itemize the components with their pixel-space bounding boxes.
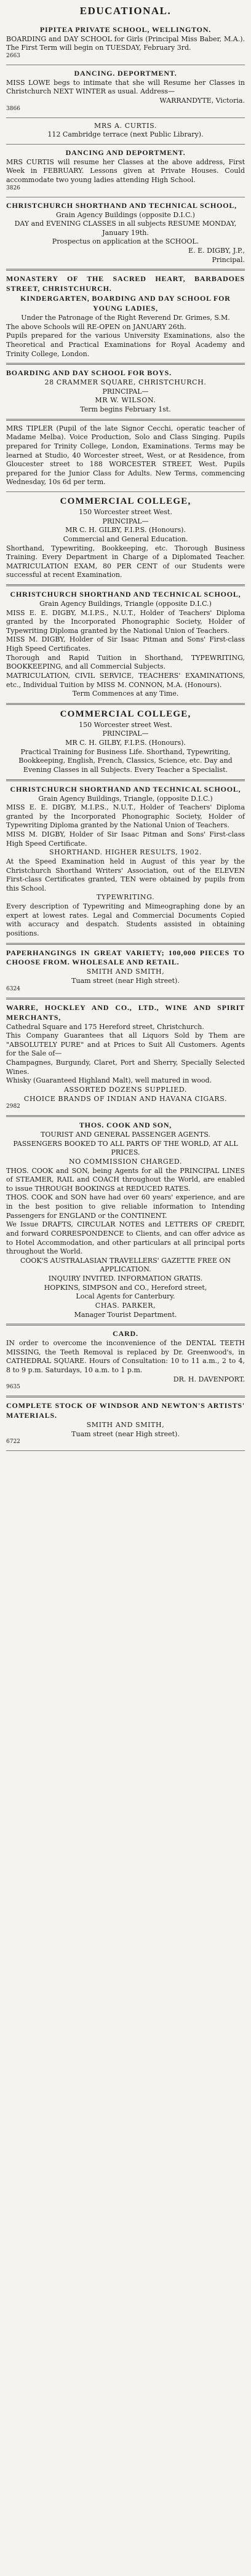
ad-body: Prospectus on application at the SCHOOL.	[52, 237, 199, 246]
ad-name: MRS A. CURTIS.	[94, 121, 157, 130]
ad-merchant: SMITH AND SMITH,	[86, 968, 165, 976]
ad-agent: HOPKINS, SIMPSON and CO., Hereford street,	[44, 1283, 207, 1292]
ad-address: 150 Worcester street West.	[79, 508, 172, 517]
ad-address: Grain Agency Buildings, Triangle, (opposite D.I.C.)	[38, 794, 213, 803]
ad-body: Practical Training for Business Life. Shorthand, Typewriting, Bookkeeping, English, French, Classics, Science, etc. Day and Evening Classes in all Subjects. Every Teacher a Specialist.	[18, 747, 233, 774]
ad-agent-role: Local Agents for Canterbury.	[76, 1292, 175, 1301]
ad-subtitle: KINDERGARTEN, BOARDING AND DAY SCHOOL FOR YOUNG LADIES,	[20, 294, 231, 313]
ad-body: We Issue DRAFTS, CIRCULAR NOTES and LETTERS OF CREDIT, and forward CORRESPONDENCE to Clients, and can offer advice as to Hotel Accommodation, and other particulars at all principal ports throughout the World.	[6, 1220, 245, 1256]
ad-subheading: COOK'S AUSTRALASIAN TRAVELLERS' GAZETTE FREE ON APPLICATION.	[20, 1256, 231, 1274]
ad-title: COMMERCIAL COLLEGE,	[60, 496, 191, 507]
ad-pipitea-school	[6, 22, 245, 65]
ad-body: MISS LOWE begs to intimate that she will Resume her Classes in Christchurch NEXT WINTER as usual. Address—	[6, 78, 245, 96]
ad-subheading: TOURIST AND GENERAL PASSENGER AGENTS.	[41, 1131, 210, 1139]
ad-body: BOARDING and DAY SCHOOL for Girls (Principal Miss Baber, M.A.). The First Term will begin on TUESDAY, February 3rd.	[6, 34, 245, 52]
ad-paperhangings	[6, 945, 245, 1000]
ad-ref-number: 6324	[6, 985, 20, 992]
ad-mrs-tipler	[6, 421, 245, 492]
ad-commercial-college-2	[6, 705, 245, 781]
ad-body: Shorthand, Typewriting, Bookkeeping, etc. Thorough Business Training. Every Department in Charge of a Diplomated Teacher. MATRICULATION EXAM, 80 PER CENT of our Students were successful at recent Examination.	[6, 544, 245, 579]
ad-address: 150 Worcester street West.	[79, 720, 172, 729]
ad-title: WARRE, HOCKLEY AND CO., LTD., WINE AND SPIRIT MERCHANTS,	[6, 1003, 245, 1022]
ad-title: CHRISTCHURCH SHORTHAND AND TECHNICAL SCHOOL,	[6, 201, 237, 210]
ad-body: MISS E. E. DIGBY, M.I.P.S., N.U.T., Holder of Teachers' Diploma granted by the Incorporated Phonographic Society, Holder of Typewriting Diploma granted by the National Union of Teachers.	[6, 803, 245, 830]
ad-body: MRS CURTIS will resume her Classes at the above address, First Week in FEBRUARY. Lessons given at Private Houses. Could accommodate two young ladies attending High School.	[6, 157, 245, 185]
ad-title: MONASTERY OF THE SACRED HEART, BARBADOES STREET, CHRISTCHURCH.	[6, 274, 245, 293]
ad-curtis-dancing	[6, 145, 245, 197]
ad-principal-name: MR C. H. GILBY, F.I.P.S. (Honours).	[65, 526, 186, 535]
ad-address: 28 CRAMMER SQUARE, CHRISTCHURCH.	[44, 378, 207, 387]
ad-title: DANCING AND DEPORTMENT.	[65, 148, 186, 157]
ad-body: Every description of Typewriting and Mimeographing done by an expert at lowest rates. Legal and Commercial Documents Copied with accuracy and despatch. Students assisted in obtaining positions.	[6, 902, 245, 937]
ad-mrs-curtis	[6, 118, 245, 145]
ad-body: MISS E. E. DIGBY, M.I.P.S., N.U.T., Holder of Teachers' Diploma granted by the Incorporated Phonographic Society, Holder of Typewriting Diploma granted by the National Union of Teachers.	[6, 608, 245, 635]
ad-address: Cathedral Square and 175 Hereford street, Christchurch.	[6, 1022, 204, 1031]
ad-thos-cook	[6, 1117, 245, 1326]
ad-ref-number: 2982	[6, 1103, 20, 1110]
ad-manager-name: CHAS. PARKER,	[95, 1301, 156, 1310]
ad-address: WARRANDYTE, Victoria.	[159, 96, 245, 105]
ad-subheading: TYPEWRITING.	[96, 893, 155, 902]
ad-body: THOS. COOK and SON have had over 60 years' experience, and are in the best position to give reliable information to Intending Passengers for ENGLAND or the CONTINENT.	[6, 1193, 245, 1220]
ad-body: MRS TIPLER (Pupil of the late Signor Cecchi, operatic teacher of Madame Melba). Voice Production, Solo and Class Singing. Pupils prepared for Trinity College, London, Examinations. Terms may be learned at Studio, 40 Worcester street, West, or at Residence, from Gloucester street to 188 WORCESTER STREET, West. Pupils prepared for the Junior Class for Adults. New Terms, commencing Wednesday, 10s 6d per term.	[6, 424, 245, 487]
ad-manager-role: Manager Tourist Department.	[74, 1310, 177, 1319]
ad-body: This Company Guarantees that all Liquors Sold by Them are "ABSOLUTELY PURE" and at Prices to Suit All Customers. Agents for the Sale of—	[6, 1032, 245, 1058]
ad-monastery-sacred-heart	[6, 271, 245, 365]
ad-title: THOS. COOK AND SON,	[79, 1121, 172, 1130]
ad-address: Grain Agency Buildings (opposite D.I.C.)	[56, 210, 195, 219]
ad-body: Champagnes, Burgundy, Claret, Port and Sherry, Specially Selected Wines.	[6, 1059, 245, 1076]
ad-subheading: ASSORTED DOZENS SUPPLIED.	[64, 1085, 187, 1094]
ad-title: CHRISTCHURCH SHORTHAND AND TECHNICAL SCHOOL,	[10, 784, 241, 793]
ad-commercial-college-1	[6, 492, 245, 586]
ad-merchant: SMITH AND SMITH,	[86, 1421, 165, 1429]
ad-body: DAY and EVENING CLASSES in all subjects RESUME MONDAY, January 19th.	[14, 220, 237, 237]
ad-title: PIPITEA PRIVATE SCHOOL, WELLINGTON.	[39, 25, 212, 34]
ad-address: 112 Cambridge terrace (next Public Library).	[47, 130, 204, 139]
ad-body: Commercial and General Education.	[63, 535, 188, 543]
ad-title: COMPLETE STOCK OF WINDSOR AND NEWTON'S ARTISTS' MATERIALS.	[6, 1401, 245, 1420]
ad-subheading: INQUIRY INVITED. INFORMATION GRATIS.	[48, 1274, 203, 1283]
ad-subheading: CHOICE BRANDS OF INDIAN AND HAVANA CIGARS.	[23, 1094, 228, 1103]
ad-subheading: SHORTHAND. HIGHER RESULTS, 1902.	[49, 848, 202, 857]
ad-body: MISS M. DIGBY, Holder of Sir Isaac Pitman and Sons' First-class High Speed Certificates.	[6, 635, 245, 653]
ad-miss-lowe-dancing	[6, 65, 245, 118]
ad-title: PAPERHANGINGS IN GREAT VARIETY; 100,000 PIECES TO CHOOSE FROM. WHOLESALE AND RETAIL.	[6, 948, 245, 967]
ad-signature: DR. H. DAVENPORT.	[173, 1375, 245, 1383]
ad-title: COMMERCIAL COLLEGE,	[60, 709, 191, 719]
ad-warre-hockley	[6, 1000, 245, 1118]
ad-body: Term Commences at any Time.	[72, 690, 179, 698]
ad-body: Term begins February 1st.	[80, 405, 171, 414]
ad-subheading: NO COMMISSION CHARGED.	[69, 1157, 182, 1166]
ad-ref-number: 3826	[6, 185, 20, 191]
ad-title: BOARDING AND DAY SCHOOL FOR BOYS.	[6, 368, 172, 378]
ad-shorthand-school-2	[6, 586, 245, 705]
ad-body: THOS. COOK and SON, being Agents for all the PRINCIPAL LINES of STEAMER, RAIL and COACH throughout the World, are enabled to issue THROUGH BOOKINGS at REDUCED RATES.	[6, 1166, 245, 1193]
ad-title: DANCING. DEPORTMENT.	[74, 68, 177, 78]
ad-address: Grain Agency Buildings, Triangle (opposite D.I.C.)	[39, 599, 212, 608]
ad-ref-number: 2663	[6, 52, 20, 59]
ad-signature-role: Principal.	[212, 255, 245, 264]
ad-title: CARD.	[113, 1329, 138, 1338]
newspaper-column	[4, 0, 247, 1451]
ad-ref-number: 3866	[6, 105, 20, 112]
ad-body: MISS M. DIGBY, Holder of Sir Isaac Pitman and Sons' First-class High Speed Certificate.	[6, 830, 245, 848]
ad-principal-name: MR C. H. GILBY, F.I.P.S. (Honours).	[65, 739, 186, 747]
ad-address: Tuam street (near High street).	[71, 1429, 180, 1438]
ad-subheading: PASSENGERS BOOKED TO ALL PARTS OF THE WORLD, AT ALL PRICES.	[13, 1139, 238, 1157]
ad-body: At the Speed Examination held in August of this year by the Christchurch Shorthand Writers' Association, out of the ELEVEN First-class Certificates granted, TEN were obtained by pupils from this School.	[6, 857, 245, 892]
ad-body: Thorough and Rapid Tuition in Shorthand, TYPEWRITING, BOOKKEEPING, and all Commercial Subjects.	[6, 653, 245, 671]
ad-body: Pupils prepared for the various University Examinations, also the Theoretical and Practical Examinations for Royal Academy and Trinity College, London.	[6, 332, 245, 358]
ad-principal-name: MR W. WILSON.	[95, 396, 156, 405]
ad-card	[6, 1326, 245, 1397]
ad-body: IN order to overcome the inconvenience of the DENTAL TEETH MISSING, the Teeth Removal is replaced by Dr. Greenwood's, in CATHEDRAL SQUARE. Hours of Consultation: 10 to 11 a.m., 2 to 4, 8 to 9 p.m. Saturdays, 10 a.m. to 1 p.m.	[6, 1339, 245, 1375]
ad-body: Under the Patronage of the Right Reverend Dr. Grimes, S.M.	[21, 314, 230, 322]
ad-body: The above Schools will RE-OPEN on JANUARY 26th.	[6, 322, 186, 331]
ad-signature: E. E. DIGBY, J.P.,	[188, 247, 245, 255]
ad-body: Whisky (Guaranteed Highland Malt), well matured in wood.	[6, 1076, 212, 1085]
ad-ref-number: 9635	[6, 1384, 20, 1391]
ad-shorthand-school-3	[6, 781, 245, 945]
ad-principal-label: PRINCIPAL—	[102, 729, 149, 738]
ad-body: MATRICULATION, CIVIL SERVICE, TEACHERS' EXAMINATIONS, etc., Individual Tuition by MISS M. CONNON, M.A. (Honours).	[6, 671, 245, 689]
ad-ref-number: 6722	[6, 1439, 20, 1445]
ad-shorthand-school-1	[6, 197, 245, 271]
ad-address: Tuam street (near High street).	[71, 977, 180, 985]
ad-principal-label: PRINCIPAL—	[102, 517, 149, 525]
ad-artists-materials	[6, 1397, 245, 1451]
section-heading: EDUCATIONAL.	[79, 5, 172, 17]
ad-boys-school	[6, 365, 245, 420]
ad-principal-label: PRINCIPAL—	[102, 387, 149, 396]
ad-title: CHRISTCHURCH SHORTHAND AND TECHNICAL SCHOOL,	[10, 590, 241, 599]
